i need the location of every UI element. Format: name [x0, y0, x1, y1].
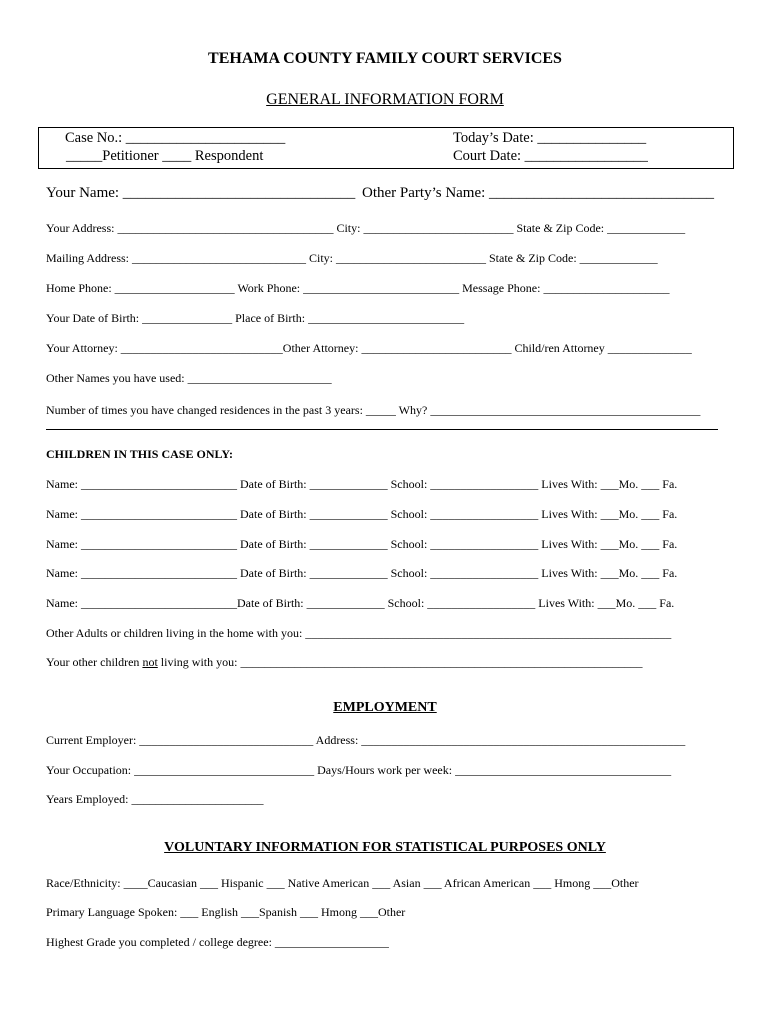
your-name-field[interactable]: Your Name: _______________________________: [46, 185, 356, 201]
form-agency-title: TEHAMA COUNTY FAMILY COURT SERVICES: [208, 50, 562, 67]
form-title: GENERAL INFORMATION FORM: [266, 91, 504, 108]
residences-row[interactable]: Number of times you have changed residences in the past 3 years: _____ Why? _____________________________________________: [46, 403, 701, 417]
other-names-field[interactable]: Other Names you have used: ________________________: [46, 371, 332, 385]
not-emphasis: not: [142, 655, 158, 669]
child-row[interactable]: Name: __________________________Date of Birth: _____________ School: __________________ Lives With: ___Mo. ___ Fa.: [46, 596, 675, 610]
occupation-row[interactable]: Your Occupation: ______________________________ Days/Hours work per week: ____________________________________: [46, 763, 672, 777]
case-number-field[interactable]: Case No.: ______________________: [65, 130, 286, 146]
other-children-label: Your other children: [46, 655, 143, 669]
child-row[interactable]: Name: __________________________ Date of Birth: _____________ School: __________________ Lives With: ___Mo. ___ Fa.: [46, 507, 678, 521]
other-children-blank: living with you: ___________________________________________________________________: [157, 655, 643, 669]
residences-continuation-line[interactable]: [46, 429, 718, 430]
other-adults-field[interactable]: Other Adults or children living in the home with you: _____________________________________________________________: [46, 626, 672, 640]
child-row[interactable]: Name: __________________________ Date of Birth: _____________ School: __________________ Lives With: ___Mo. ___ Fa.: [46, 477, 678, 491]
phone-row[interactable]: Home Phone: ____________________ Work Phone: __________________________ Message Phone: _____________________: [46, 281, 670, 295]
primary-language-row[interactable]: Primary Language Spoken: ___ English ___Spanish ___ Hmong ___Other: [46, 905, 406, 919]
birth-row[interactable]: Your Date of Birth: _______________ Place of Birth: __________________________: [46, 311, 465, 325]
highest-grade-field[interactable]: Highest Grade you completed / college degree: ___________________: [46, 935, 389, 949]
petitioner-respondent-field[interactable]: _____Petitioner ____ Respondent: [66, 148, 264, 164]
children-heading: CHILDREN IN THIS CASE ONLY:: [46, 447, 233, 461]
address-row[interactable]: Your Address: ____________________________________ City: _________________________ State & Zip Code: _____________: [46, 221, 686, 235]
mailing-address-row[interactable]: Mailing Address: _____________________________ City: _________________________ State & Zip Code: _____________: [46, 251, 658, 265]
child-row[interactable]: Name: __________________________ Date of Birth: _____________ School: __________________ Lives With: ___Mo. ___ Fa.: [46, 566, 678, 580]
race-ethnicity-row[interactable]: Race/Ethnicity: ____Caucasian ___ Hispanic ___ Native American ___ Asian ___ African American ___ Hmong ___Other: [46, 876, 639, 890]
child-row[interactable]: Name: __________________________ Date of Birth: _____________ School: __________________ Lives With: ___Mo. ___ Fa.: [46, 537, 678, 551]
employer-row[interactable]: Current Employer: _____________________________ Address: ______________________________________________________: [46, 733, 686, 747]
years-employed-field[interactable]: Years Employed: ______________________: [46, 792, 264, 806]
voluntary-heading: VOLUNTARY INFORMATION FOR STATISTICAL PURPOSES ONLY: [164, 840, 606, 855]
other-party-name-field[interactable]: Other Party’s Name: ______________________________: [362, 185, 715, 201]
court-date-field[interactable]: Court Date: _________________: [453, 148, 648, 164]
employment-heading: EMPLOYMENT: [333, 700, 437, 715]
todays-date-field[interactable]: Today’s Date: _______________: [453, 130, 647, 146]
attorney-row[interactable]: Your Attorney: ___________________________Other Attorney: _________________________ Child/ren Attorney ______________: [46, 341, 692, 355]
other-children-field[interactable]: [46, 655, 642, 670]
